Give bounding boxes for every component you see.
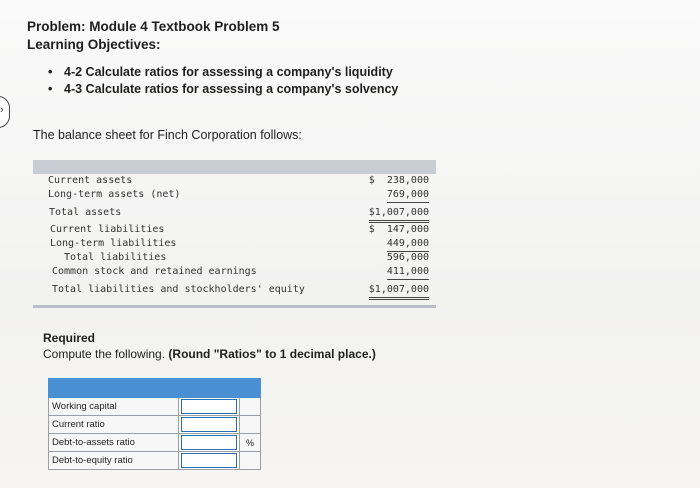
- debt-to-equity-input[interactable]: [181, 453, 237, 468]
- answer-table-header: [49, 379, 261, 398]
- bs-amount-total-liabilities-equity: $1,007,000: [369, 283, 429, 300]
- rounding-note: (Round "Ratios" to 1 decimal place.): [168, 347, 376, 361]
- side-collapse-tab[interactable]: [0, 96, 10, 128]
- answer-table: [48, 378, 261, 470]
- balance-sheet: [33, 174, 436, 304]
- answer-row-current-ratio: [49, 416, 261, 434]
- required-instruction: [43, 347, 376, 361]
- problem-header: [27, 18, 280, 54]
- bs-amount-current-assets: $ 238,000: [368, 175, 429, 186]
- bs-label-total-liabilities-equity: Total liabilities and stockholders' equity: [52, 284, 305, 295]
- bs-amount-long-term-liabilities: 449,000: [387, 237, 429, 252]
- bs-label-total-assets: Total assets: [49, 207, 122, 218]
- working-capital-input[interactable]: [181, 399, 237, 414]
- chevron-right-icon: ›: [0, 104, 4, 116]
- answer-row-working-capital: [49, 398, 261, 416]
- bs-label-equity: Common stock and retained earnings: [52, 266, 257, 277]
- bs-amount-total-liabilities: 596,000: [386, 252, 429, 263]
- objective-item: • 4-2 Calculate ratios for assessing a company's liquidity: [46, 64, 398, 81]
- working-capital-label: Working capital: [52, 401, 117, 412]
- bs-amount-total-assets: $1,007,000: [369, 206, 429, 223]
- current-ratio-label: Current ratio: [52, 419, 105, 430]
- balance-sheet-header-bar: [33, 160, 436, 174]
- objectives-heading: Learning Objectives:: [27, 37, 161, 52]
- debt-to-assets-label: Debt-to-assets ratio: [52, 437, 135, 448]
- answer-row-debt-to-equity: [49, 452, 261, 470]
- objectives-list: [46, 64, 398, 97]
- debt-to-equity-label: Debt-to-equity ratio: [52, 455, 133, 466]
- required-heading: Required: [43, 331, 96, 345]
- bs-label-current-liabilities: Current liabilities: [50, 224, 165, 235]
- objective-item: • 4-3 Calculate ratios for assessing a company's solvency: [46, 81, 398, 98]
- instruction-text: Compute the following.: [43, 347, 169, 361]
- bs-amount-equity: 411,000: [387, 265, 429, 280]
- bs-amount-current-liabilities: $ 147,000: [368, 224, 429, 235]
- problem-title: Problem: Module 4 Textbook Problem 5: [27, 19, 280, 34]
- bs-label-long-term-assets: Long-term assets (net): [48, 189, 181, 200]
- debt-to-assets-unit: %: [245, 437, 254, 448]
- bs-label-current-assets: Current assets: [48, 175, 133, 186]
- debt-to-assets-input[interactable]: [181, 435, 237, 450]
- bs-label-total-liabilities: Total liabilities: [64, 252, 167, 263]
- answer-row-debt-to-assets: [49, 434, 261, 452]
- bs-amount-long-term-assets: 769,000: [387, 188, 429, 203]
- bs-label-long-term-liabilities: Long-term liabilities: [50, 238, 177, 249]
- intro-text: The balance sheet for Finch Corporation follows:: [33, 128, 302, 142]
- balance-sheet-bottom-bar: [33, 305, 436, 308]
- current-ratio-input[interactable]: [181, 417, 237, 432]
